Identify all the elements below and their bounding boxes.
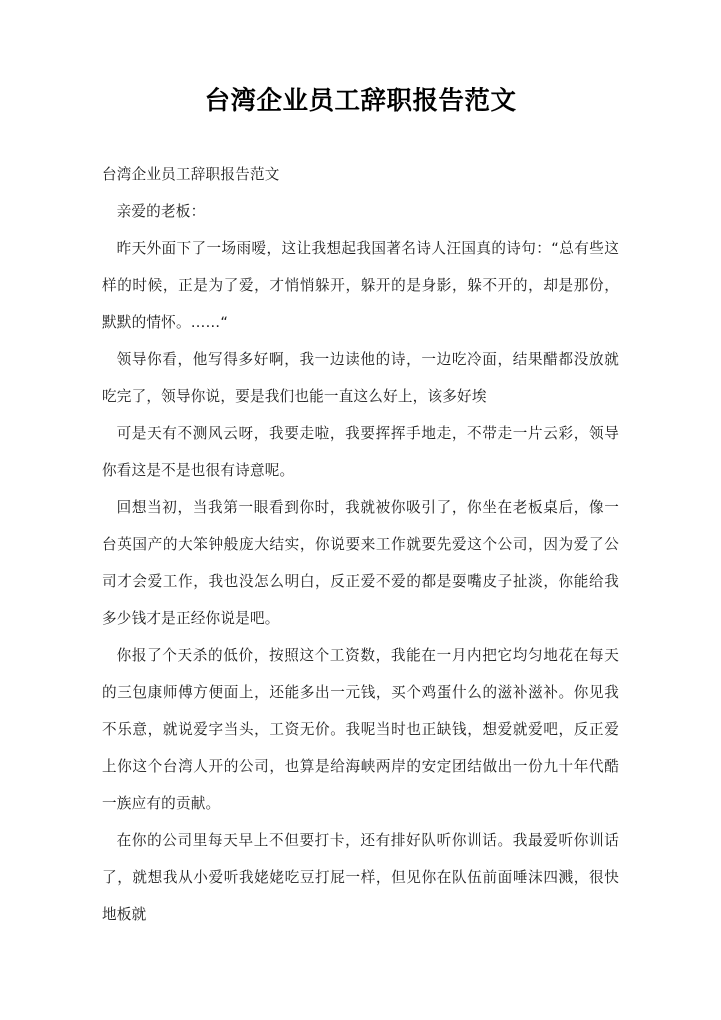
body-paragraph-3: 可是天有不测风云呀，我要走啦，我要挥挥手地走，不带走一片云彩，领导你看这是不是也很有诗意呢。 [102, 425, 619, 479]
body-paragraph-5: 你报了个天杀的低价，按照这个工资数，我能在一月内把它均匀地花在每天的三包康师傅方便面上，还能多出一元钱，买个鸡蛋什么的滋补滋补。你见我不乐意，就说爱字当头，工资无价。我呢当时也正缺钱，想爱就爱吧，反正爱上你这个台湾人开的公司，也算是给海峡两岸的安定团结做出一份九十年代酷一族应有的贡献。 [102, 647, 619, 812]
body-paragraph-4: 回想当初，当我第一眼看到你时，我就被你吸引了，你坐在老板桌后，像一台英国产的大笨钟般庞大结实，你说要来工作就要先爱这个公司，因为爱了公司才会爱工作，我也没怎么明白，反正爱不爱的都是耍嘴皮子扯淡，你能给我多少钱才是正经你说是吧。 [102, 499, 619, 627]
body-paragraph-6: 在你的公司里每天早上不但要打卡，还有排好队听你训话。我最爱听你训话了，就想我从小爱听我姥姥吃豆打屁一样，但见你在队伍前面唾沫四溅，很快地板就 [102, 832, 619, 923]
page-title: 台湾企业员工辞职报告范文 [204, 86, 517, 116]
salutation-paragraph: 亲爱的老板： [116, 203, 206, 220]
body-paragraph-1: 昨天外面下了一场雨嗳，这让我想起我国著名诗人汪国真的诗句：“总有些这样的时候，正是为了爱，才悄悄躲开，躲开的是身影，躲不开的，却是那份，默默的情怀。……“ [102, 240, 619, 331]
body-paragraph-2: 领导你看，他写得多好啊，我一边读他的诗，一边吃冷面，结果醋都没放就吃完了，领导你说，要是我们也能一直这么好上，该多好埃 [102, 351, 619, 405]
document-body [102, 156, 619, 933]
running-head-line: 台湾企业员工辞职报告范文 [102, 166, 280, 183]
